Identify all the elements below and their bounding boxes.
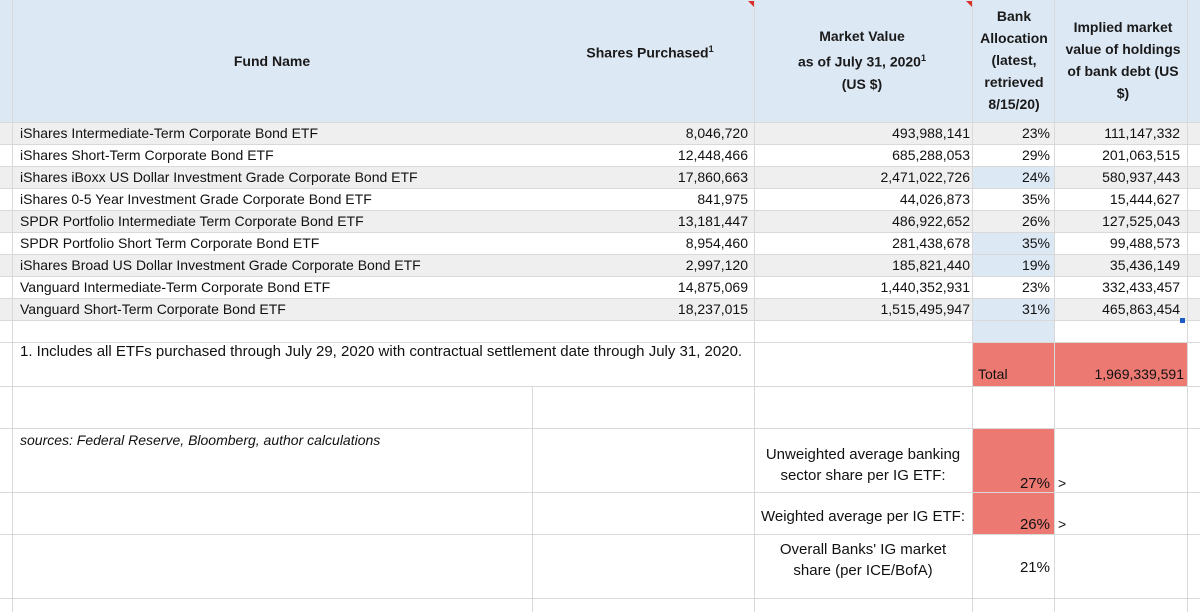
market-value-cell[interactable]: 44,026,873	[899, 191, 970, 207]
weighted-label[interactable]: Weighted average per IG ETF:	[761, 508, 965, 525]
implied-cell[interactable]: 111,147,332	[1104, 125, 1180, 141]
implied-cell[interactable]: 580,937,443	[1102, 169, 1180, 185]
market-value-cell[interactable]: 2,471,022,726	[880, 169, 970, 185]
shares-cell[interactable]: 841,975	[697, 191, 748, 207]
total-label[interactable]: Total	[978, 366, 1008, 382]
table-row[interactable]	[0, 298, 1200, 320]
fund-name-cell[interactable]: SPDR Portfolio Short Term Corporate Bond ETF	[20, 235, 320, 251]
shares-cell[interactable]: 8,954,460	[685, 235, 748, 251]
table-row[interactable]	[0, 210, 1200, 232]
comment-indicator[interactable]	[748, 1, 754, 7]
implied-cell[interactable]: 201,063,515	[1102, 147, 1180, 163]
fund-name-cell[interactable]: iShares Short-Term Corporate Bond ETF	[20, 147, 274, 163]
fund-name-cell[interactable]: SPDR Portfolio Intermediate Term Corporate Bond ETF	[20, 213, 364, 229]
shares-cell[interactable]: 8,046,720	[685, 125, 748, 141]
implied-cell[interactable]: 35,436,149	[1109, 257, 1180, 273]
fund-name-cell[interactable]: iShares Intermediate-Term Corporate Bond ETF	[20, 125, 319, 141]
overall-label[interactable]: Overall Banks' IG market share (per ICE/BofA)	[779, 541, 947, 579]
fund-name-cell[interactable]: Vanguard Short-Term Corporate Bond ETF	[20, 301, 286, 317]
market-value-cell[interactable]: 486,922,652	[892, 213, 970, 229]
table-row[interactable]	[0, 144, 1200, 166]
unweighted-label[interactable]: Unweighted average banking sector share per IG ETF:	[765, 446, 961, 484]
shares-cell[interactable]: 14,875,069	[677, 279, 748, 295]
shares-cell[interactable]: 13,181,447	[677, 213, 748, 229]
alloc-cell[interactable]: 24%	[1021, 169, 1050, 185]
market-value-cell[interactable]: 493,988,141	[892, 125, 970, 141]
alloc-cell[interactable]: 35%	[1021, 191, 1050, 207]
fund-name-cell[interactable]: iShares 0-5 Year Investment Grade Corporate Bond ETF	[20, 191, 372, 207]
comment-indicator[interactable]	[966, 1, 972, 7]
header-implied-value: Implied market value of holdings of bank debt (US $)	[1065, 19, 1181, 101]
alloc-cell[interactable]: 29%	[1021, 147, 1050, 163]
shares-cell[interactable]: 17,860,663	[677, 169, 748, 185]
header-bank-allocation: Bank Allocation (latest, retrieved 8/15/20)	[980, 8, 1048, 112]
table-row[interactable]	[0, 276, 1200, 298]
overall-value[interactable]: 21%	[1019, 559, 1050, 576]
table-row[interactable]	[0, 166, 1200, 188]
footnote: 1. Includes all ETFs purchased through July 29, 2020 with contractual settlement date through July 31, 2020.	[20, 343, 743, 360]
header-shares-purchased: Shares Purchased$^1$	[586, 44, 714, 61]
table-row[interactable]	[0, 232, 1200, 254]
total-value[interactable]: 1,969,339,591	[1094, 366, 1184, 382]
implied-cell[interactable]: 15,444,627	[1109, 191, 1180, 207]
sources-note: sources: Federal Reserve, Bloomberg, author calculations	[20, 432, 381, 448]
alloc-cell[interactable]: 31%	[1021, 301, 1050, 317]
shares-cell[interactable]: 2,997,120	[685, 257, 748, 273]
market-value-cell[interactable]: 685,288,053	[892, 147, 970, 163]
table-row[interactable]	[0, 254, 1200, 276]
alloc-cell[interactable]: 19%	[1021, 257, 1050, 273]
market-value-cell[interactable]: 185,821,440	[892, 257, 970, 273]
table-row[interactable]	[0, 122, 1200, 144]
header-fund-name: Fund Name	[233, 53, 311, 69]
implied-cell[interactable]: 465,863,454	[1102, 301, 1180, 317]
selection-fill-handle[interactable]	[1180, 318, 1185, 323]
weighted-value[interactable]: 26%	[1019, 516, 1050, 533]
implied-cell[interactable]: 99,488,573	[1109, 235, 1180, 251]
implied-cell[interactable]: 332,433,457	[1102, 279, 1180, 295]
shares-cell[interactable]: 18,237,015	[677, 301, 748, 317]
alloc-cell[interactable]: 23%	[1021, 279, 1050, 295]
fund-name-cell[interactable]: Vanguard Intermediate-Term Corporate Bond ETF	[20, 279, 331, 295]
unweighted-arrow: >	[1058, 475, 1067, 491]
alloc-cell[interactable]: 23%	[1021, 125, 1050, 141]
unweighted-value[interactable]: 27%	[1019, 475, 1050, 492]
shares-cell[interactable]: 12,448,466	[677, 147, 748, 163]
market-value-cell[interactable]: 1,440,352,931	[880, 279, 970, 295]
implied-cell[interactable]: 127,525,043	[1102, 213, 1180, 229]
market-value-cell[interactable]: 281,438,678	[892, 235, 970, 251]
fund-name-cell[interactable]: iShares Broad US Dollar Investment Grade Corporate Bond ETF	[20, 257, 421, 273]
alloc-cell[interactable]: 26%	[1021, 213, 1050, 229]
market-value-cell[interactable]: 1,515,495,947	[880, 301, 970, 317]
header-market-value: Market Value as of July 31, 2020$^1$ (US $)	[798, 28, 926, 92]
fund-name-cell[interactable]: iShares iBoxx US Dollar Investment Grade Corporate Bond ETF	[20, 169, 418, 185]
alloc-cell[interactable]: 35%	[1021, 235, 1050, 251]
weighted-arrow: >	[1058, 516, 1067, 532]
table-row[interactable]	[0, 188, 1200, 210]
